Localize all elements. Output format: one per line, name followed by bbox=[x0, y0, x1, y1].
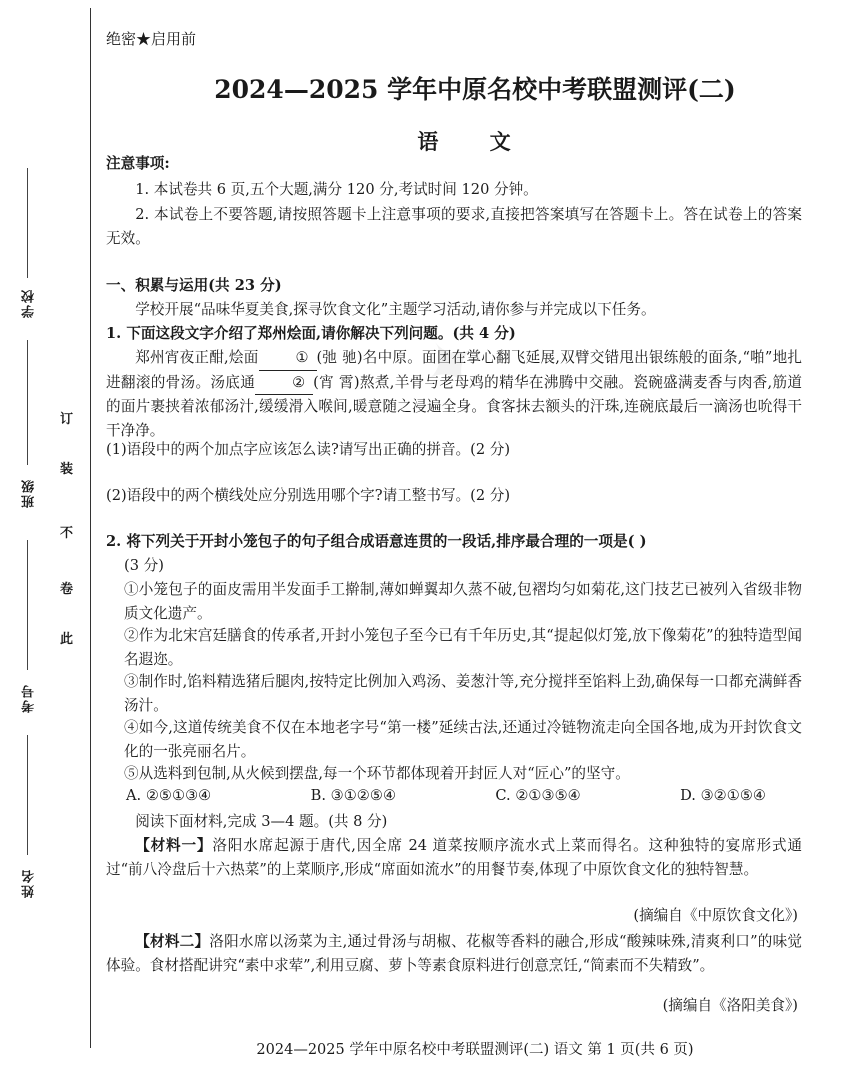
material-1-text: 洛阳水席起源于唐代,因全席 24 道菜按顺序流水式上菜而得名。这种独特的宴席形式通过“前八冷盘后十六热菜”的上菜顺序,形成“席面如流水”的用餐节奏,体现了中原饮食文化的独特智慧。 bbox=[106, 837, 802, 878]
q2-sentence-2: ②作为北宋宫廷膳食的传承者,开封小笼包子至今已有千年历史,其“提起似灯笼,放下像菊花”的独特造型闻名遐迩。 bbox=[124, 627, 802, 668]
binding-line bbox=[90, 8, 91, 1048]
secret-label: 绝密★启用前 bbox=[106, 30, 197, 48]
section1-intro: 学校开展“品味华夏美食,探寻饮食文化”主题学习活动,请你参与并完成以下任务。 bbox=[135, 301, 656, 318]
seal-char: 不 bbox=[60, 526, 74, 541]
option-a: A. ②⑤①③④ bbox=[126, 787, 212, 804]
q1-passage-c: (宵 霄)熬煮,羊骨与老母鸡的精华在沸腾中交融。瓷碗盛满麦香与肉香,筋道的面片裹挟着浓郁汤汁,缓缓滑入喉间,暖意随之浸遍全身。食客抹去额头的汗珠,连碗底最后一滴汤也吮得干干净净。 bbox=[106, 373, 802, 439]
class-line bbox=[27, 340, 28, 465]
material-2 bbox=[106, 930, 802, 978]
class-label: 班级 bbox=[22, 478, 37, 508]
seal-char: 卷 bbox=[60, 582, 74, 597]
option-c: C. ②①③⑤④ bbox=[495, 787, 581, 804]
exam-no-line bbox=[27, 540, 28, 670]
q1-stem: 1. 下面这段文字介绍了郑州烩面,请你解决下列问题。(共 4 分) bbox=[106, 325, 516, 342]
material-2-text: 洛阳水席以汤菜为主,通过骨汤与胡椒、花椒等香料的融合,形成“酸辣味殊,清爽利口”的味觉体验。食材搭配讲究“素中求荤”,利用豆腐、萝卜等素食原料进行创意烹饪,“简素而不失精致”。 bbox=[106, 933, 802, 974]
material-2-source: (摘编自《洛阳美食》) bbox=[662, 997, 798, 1014]
name-line bbox=[27, 735, 28, 855]
option-d: D. ③②①⑤④ bbox=[680, 787, 766, 804]
material-1 bbox=[106, 834, 802, 882]
material-2-label: 【材料二】 bbox=[135, 933, 210, 950]
q2-stem: 2. 将下列关于开封小笼包子的句子组合成语意连贯的一段话,排序最合理的一项是( ) bbox=[106, 533, 647, 550]
subject-title: 语 文 bbox=[417, 129, 533, 154]
q2-sentence-1: ①小笼包子的面皮需用半发面手工擀制,薄如蝉翼却久蒸不破,包褶均匀如菊花,这门技艺已被列入省级非物质文化遗产。 bbox=[124, 581, 802, 622]
binding-margin bbox=[0, 0, 92, 1071]
q1-sub-1: (1)语段中的两个加点字应该怎么读?请写出正确的拼音。(2 分) bbox=[106, 441, 511, 458]
q2-sentence-4: ④如今,这道传统美食不仅在本地老字号“第一楼”延续古法,还通过冷链物流走向全国各地,成为开封饮食文化的一张亮丽名片。 bbox=[124, 719, 802, 760]
exam-title: 2024—2025 学年中原名校中考联盟测评(二) bbox=[214, 75, 736, 104]
material-1-source: (摘编自《中原饮食文化》) bbox=[633, 907, 798, 924]
notice-item-1: 1. 本试卷共 6 页,五个大题,满分 120 分,考试时间 120 分钟。 bbox=[135, 181, 538, 198]
q2-options bbox=[126, 787, 766, 804]
notice-item-2: 2. 本试卷上不要答题,请按照答题卡上注意事项的要求,直接把答案填写在答题卡上。答在试卷上的答案无效。 bbox=[106, 206, 802, 247]
section1-heading: 一、积累与运用(共 23 分) bbox=[106, 277, 282, 294]
school-label: 学校 bbox=[22, 288, 37, 318]
q1-passage bbox=[106, 346, 802, 442]
materials-intro: 阅读下面材料,完成 3—4 题。(共 8 分) bbox=[135, 813, 388, 830]
seal-char: 此 bbox=[60, 632, 74, 647]
name-label: 姓名 bbox=[22, 868, 37, 898]
q2-score: (3 分) bbox=[124, 557, 164, 574]
page-footer: 2024—2025 学年中原名校中考联盟测评(二) 语文 第 1 页(共 6 页) bbox=[256, 1042, 694, 1058]
material-1-label: 【材料一】 bbox=[135, 837, 213, 854]
q1-sub-2: (2)语段中的两个横线处应分别选用哪个字?请工整书写。(2 分) bbox=[106, 487, 511, 504]
q1-passage-b: (弛 驰)名中原。面团在掌心翻飞延展,双臂交错甩出银练般的面条,“啪”地扎进翻滚的骨汤。汤底通 bbox=[106, 349, 802, 391]
q1-blank-2: ② bbox=[255, 371, 313, 396]
notice-heading: 注意事项: bbox=[106, 155, 170, 172]
q2-sentence-5: ⑤从选料到包制,从火候到摆盘,每一个环节都体现着开封匠人对“匠心”的坚守。 bbox=[124, 765, 630, 782]
q2-sentence-3: ③制作时,馅料精选猪后腿肉,按特定比例加入鸡汤、姜葱汁等,充分搅拌至馅料上劲,确保每一口都充满鲜香汤汁。 bbox=[124, 673, 802, 714]
q1-blank-1: ① bbox=[259, 346, 317, 371]
school-line bbox=[27, 168, 28, 278]
q1-passage-a: 郑州宵夜正酣,烩面 bbox=[135, 349, 259, 366]
seal-char: 订 bbox=[60, 412, 74, 427]
seal-char: 装 bbox=[60, 462, 74, 477]
option-b: B. ③①②⑤④ bbox=[310, 787, 397, 804]
exam-no-label: 考号 bbox=[22, 683, 37, 713]
watermark: ✦ bbox=[402, 307, 509, 417]
